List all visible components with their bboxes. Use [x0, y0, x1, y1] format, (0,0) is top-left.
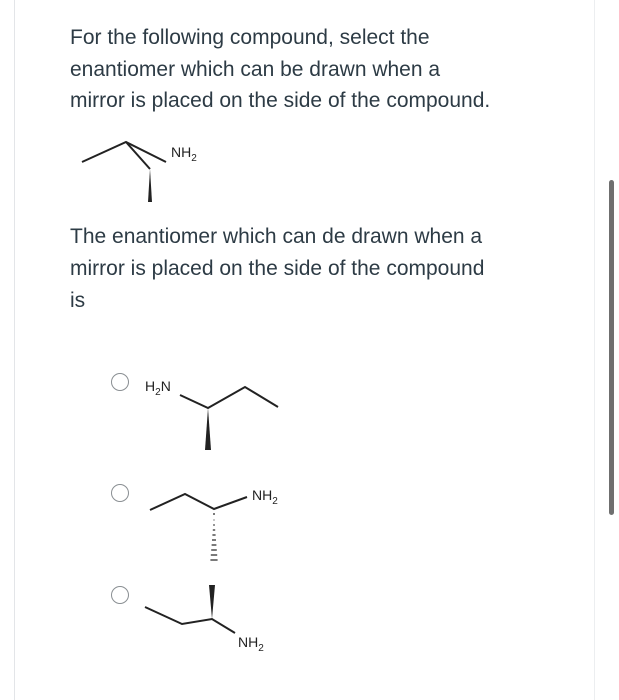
prompt-line: The enantiomer which can de drawn when a	[70, 225, 483, 248]
question-line: For the following compound, select the	[70, 26, 430, 49]
prompt-line: is	[70, 289, 86, 312]
prompt-line: mirror is placed on the side of the compound	[70, 257, 485, 280]
option-1-structure[interactable]	[140, 370, 300, 460]
answer-prompt-text	[70, 221, 570, 317]
amine-label: $NH_2$	[252, 487, 278, 507]
amine-label: $H_2N$	[145, 378, 171, 398]
amine-label: $NH_2$	[238, 634, 264, 654]
content-right-border	[594, 0, 595, 700]
option-3-radio[interactable]	[111, 586, 129, 604]
given-compound-structure	[70, 135, 230, 215]
option-2-radio[interactable]	[111, 484, 129, 502]
option-3-structure[interactable]	[140, 575, 300, 665]
question-line: enantiomer which can be drawn when a	[70, 57, 441, 81]
content-left-border	[14, 0, 15, 700]
question-text	[70, 22, 570, 117]
option-2-structure[interactable]	[140, 480, 300, 575]
option-1-radio[interactable]	[111, 373, 129, 391]
amine-label: $NH_2$	[171, 144, 197, 164]
question-line: mirror is placed on the side of the compound.	[70, 89, 491, 112]
scrollbar-thumb[interactable]	[609, 180, 614, 515]
